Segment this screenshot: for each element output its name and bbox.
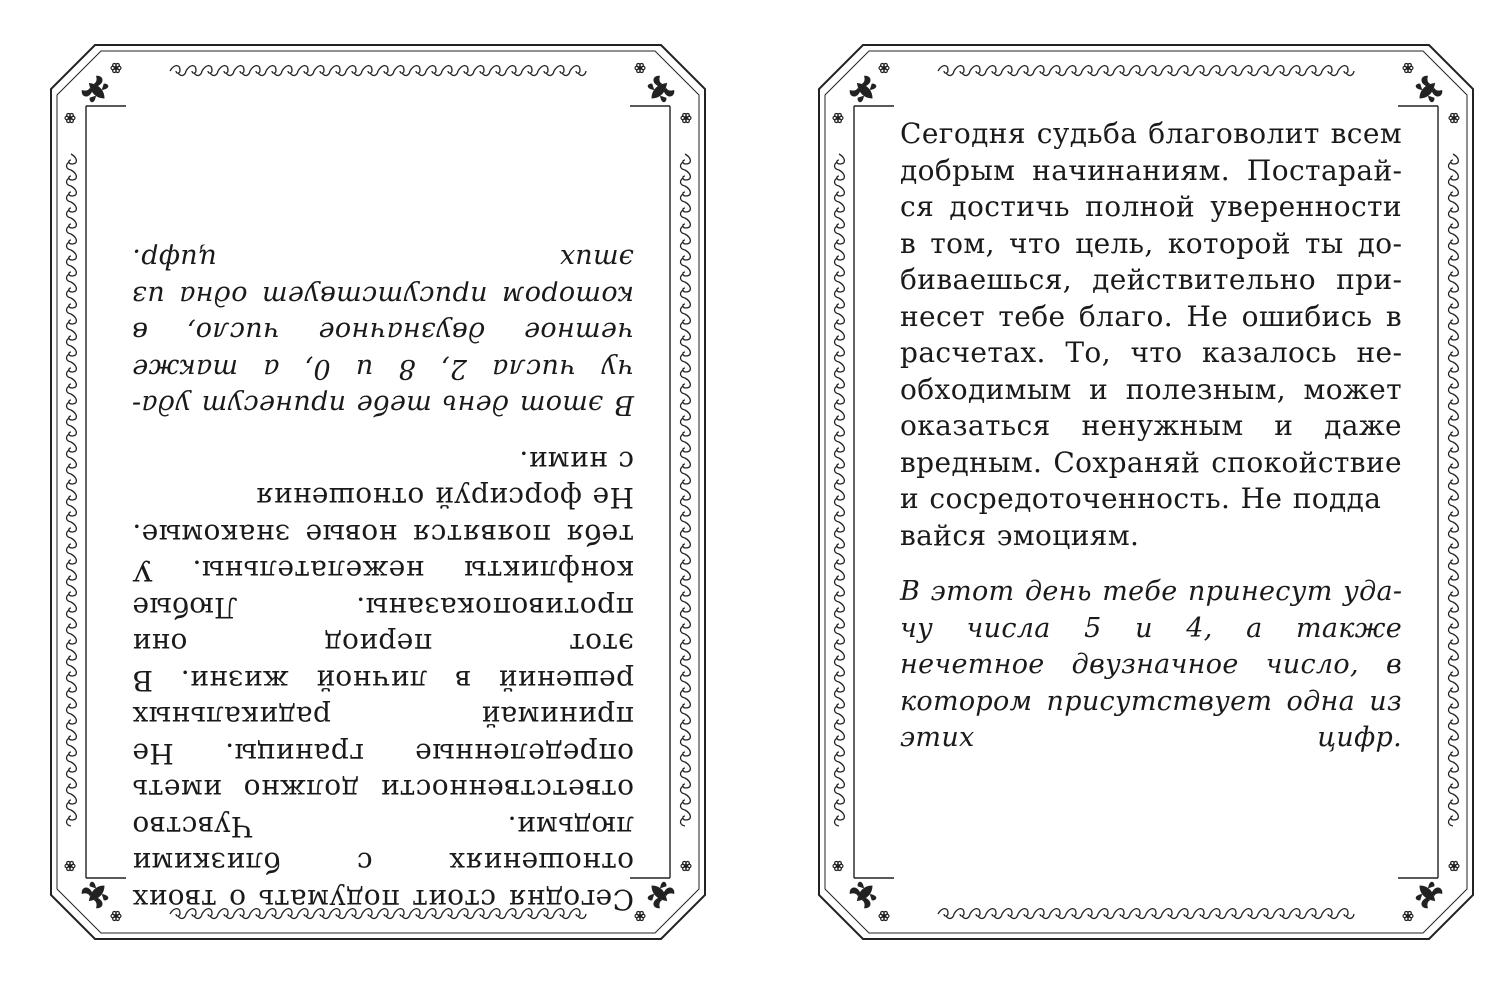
- flower-ornament-icon: [833, 113, 843, 122]
- fortune-card-left: [50, 44, 706, 940]
- flower-ornament-icon: [111, 911, 121, 920]
- card-text: Сегодня судьба благоволит всем добрым начинаниям. Постарайся достичь полной уверенности в том, что цель, которой ты добиваешься, действительно принесет тебе благо. Не ошибись в расчетах. То, что казалось необходимым и полезным, может оказаться ненужным и даже вредным. Сохраняй спокойствие и сосредоточенность. Не подда вайся эмоциям.: [900, 116, 1402, 554]
- fleuron-corner-icon: [80, 876, 114, 910]
- flower-ornament-icon: [879, 63, 889, 72]
- flower-ornament-icon: [635, 63, 645, 72]
- fleuron-corner-icon: [1410, 876, 1444, 910]
- bottom-scroll-border: [938, 909, 1354, 919]
- card-text: Сегодня стоит подумать о твоих отношениях с близкими людьми. Чувство ответственности должно иметь определенные границы. Не принимай радикальных решений в личной жизни. В этот период они противопоказаны. Любые конфликты нежелательны. У тебя появятся новые знакомые. Не форсируй отношения с ними.: [132, 443, 634, 918]
- flower-ornament-icon: [833, 861, 843, 870]
- fleuron-corner-icon: [1410, 74, 1444, 108]
- card-content-right: [900, 116, 1402, 757]
- flower-ornament-icon: [1449, 861, 1459, 870]
- right-scroll-border: [681, 154, 691, 826]
- flower-ornament-icon: [681, 113, 691, 122]
- fleuron-corner-icon: [80, 74, 114, 108]
- flower-ornament-icon: [1403, 911, 1413, 920]
- fleuron-corner-icon: [848, 876, 882, 910]
- fleuron-corner-icon: [848, 74, 882, 108]
- card-text-end: с ними.: [518, 445, 634, 478]
- top-scroll-border: [170, 66, 586, 76]
- flower-ornament-icon: [681, 861, 691, 870]
- flower-ornament-icon: [65, 861, 75, 870]
- flower-ornament-icon: [879, 911, 889, 920]
- right-scroll-border: [1449, 154, 1459, 826]
- top-scroll-border: [938, 66, 1354, 76]
- fleuron-corner-icon: [642, 876, 676, 910]
- lucky-numbers-text: В этот день тебе принесут удачу числа 2, 8 и 0, а также четное двузначное число, в котором присутствует одна из этих цифр.: [132, 243, 634, 421]
- flower-ornament-icon: [635, 911, 645, 920]
- flower-ornament-icon: [65, 113, 75, 122]
- left-scroll-border: [835, 154, 845, 826]
- card-text-end: вайся эмоциям.: [900, 518, 1140, 552]
- flower-ornament-icon: [1449, 113, 1459, 122]
- flower-ornament-icon: [111, 63, 121, 72]
- card-content-left: [132, 240, 634, 917]
- flower-ornament-icon: [1403, 63, 1413, 72]
- fleuron-corner-icon: [642, 74, 676, 108]
- lucky-numbers-text: В этот день тебе принесут удачу числа 5 и 4, а также нечетное двузначное число, в котором присутствует одна из этих цифр.: [900, 576, 1402, 753]
- left-scroll-border: [67, 154, 77, 826]
- fortune-card-right: [818, 44, 1474, 940]
